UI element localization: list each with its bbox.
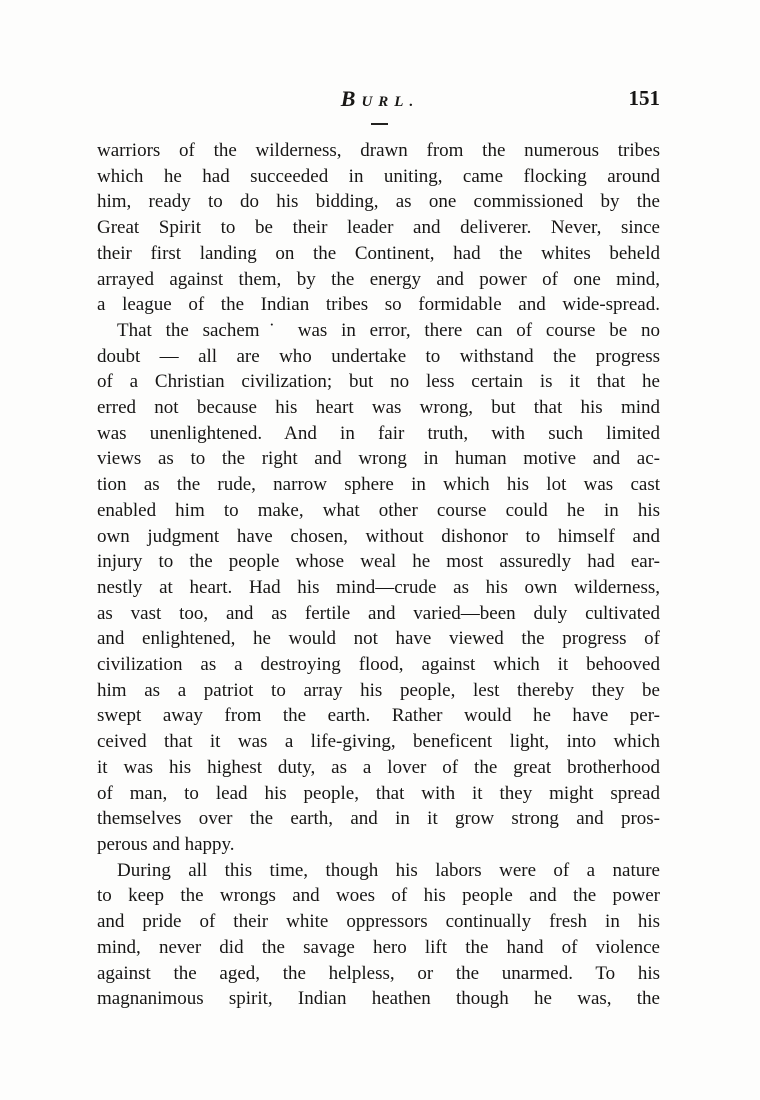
text-line: it was his highest duty, as a lover of the great brotherhood — [97, 756, 660, 778]
text-line: enabled him to make, what other course could he in his — [97, 499, 660, 521]
text-line: and enlightened, he would not have viewed the progress of — [97, 628, 660, 650]
text-line: him, ready to do his bidding, as one commissioned by the — [97, 191, 660, 213]
paragraph — [97, 318, 660, 858]
text-line: their first landing on the Continent, had the whites beheld — [97, 242, 660, 264]
paragraph — [97, 138, 660, 318]
text-line: of a Christian civilization; but no less certain is it that he — [97, 371, 660, 393]
text-line: nestly at heart. Had his mind—crude as his own wilderness, — [97, 576, 660, 598]
text-line: own judgment have chosen, without dishonor to himself and — [97, 525, 660, 547]
text-line: erred not because his heart was wrong, but that his mind — [97, 397, 660, 419]
text-line: During all this time, though his labors were of a nature — [117, 859, 660, 881]
text-line: magnanimous spirit, Indian heathen though he was, the — [97, 988, 660, 1010]
text-line: which he had succeeded in uniting, came flocking around — [97, 165, 660, 187]
paragraph — [97, 858, 660, 1012]
text-line: mind, never did the savage hero lift the hand of violence — [97, 936, 660, 958]
text-line: a league of the Indian tribes so formidable and wide-spread. — [97, 294, 660, 316]
text-line: doubt — all are who undertake to withstand the progress — [97, 345, 660, 367]
text-line: Great Spirit to be their leader and deliverer. Never, since — [97, 217, 660, 239]
text-line: civilization as a destroying flood, against which it behooved — [97, 654, 660, 676]
text-line: That the sachem˙ was in error, there can of course be no — [117, 319, 660, 341]
page-body — [97, 138, 660, 1012]
header-rule — [371, 123, 388, 125]
text-line: themselves over the earth, and in it grow strong and pros- — [97, 808, 660, 830]
text-line: arrayed against them, by the energy and power of one mind, — [97, 268, 660, 290]
text-line: as vast too, and as fertile and varied—been duly cultivated — [97, 602, 660, 624]
text-line: views as to the right and wrong in human motive and ac- — [97, 448, 660, 470]
text-line: and pride of their white oppressors continually fresh in his — [97, 911, 660, 933]
text-line: warriors of the wilderness, drawn from the numerous tribes — [97, 140, 660, 161]
text-line: perous and happy. — [97, 833, 235, 855]
text-line: tion as the rude, narrow sphere in which his lot was cast — [97, 474, 660, 496]
text-line: of man, to lead his people, that with it they might spread — [97, 782, 660, 804]
text-line: to keep the wrongs and woes of his people and the power — [97, 885, 660, 907]
running-title: BURL. — [340, 86, 420, 111]
text-line: injury to the people whose weal he most assuredly had ear- — [97, 551, 660, 573]
text-line: him as a patriot to array his people, lest thereby they be — [97, 679, 660, 701]
text-line: swept away from the earth. Rather would he have per- — [97, 705, 660, 727]
text-line: against the aged, the helpless, or the unarmed. To his — [97, 962, 660, 984]
text-line: ceived that it was a life-giving, beneficent light, into which — [97, 731, 660, 753]
text-line: was unenlightened. And in fair truth, with such limited — [97, 422, 660, 444]
page-number: 151 — [628, 86, 660, 110]
